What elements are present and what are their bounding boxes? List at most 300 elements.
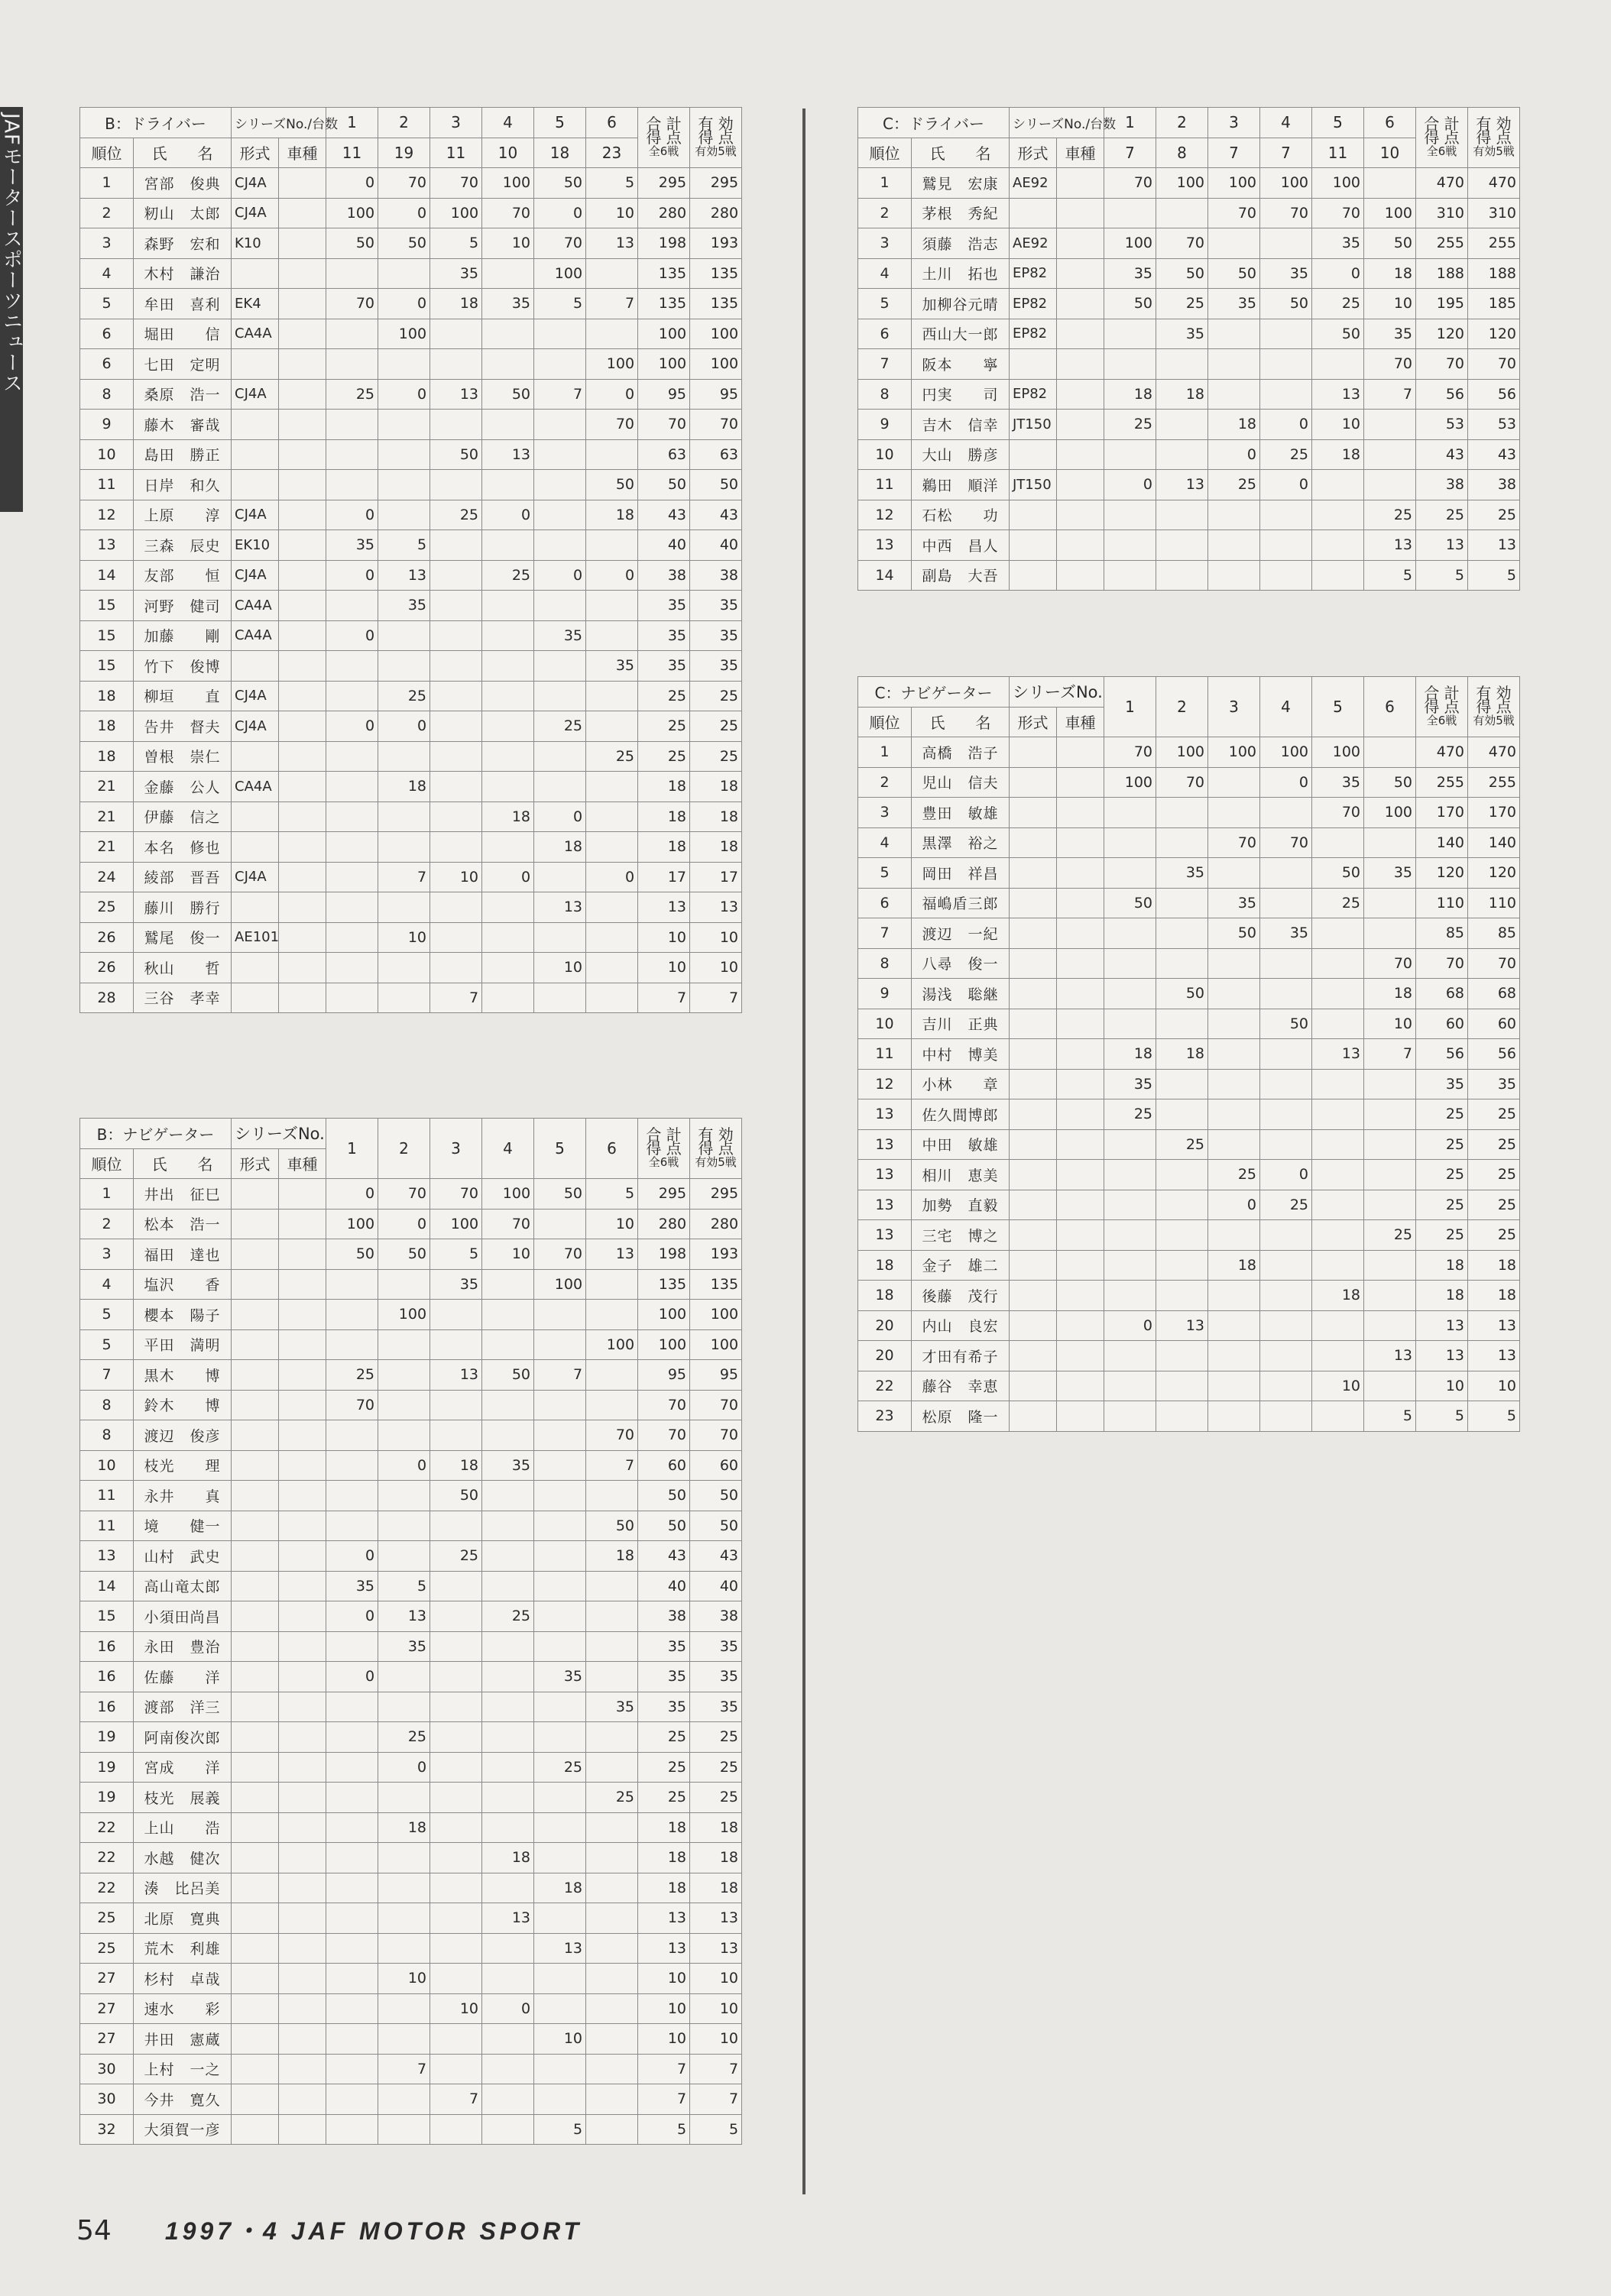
points-cell bbox=[586, 772, 638, 802]
car-cell bbox=[279, 1179, 326, 1210]
total-label-line: 得 点 bbox=[1424, 698, 1460, 716]
car-cell bbox=[279, 1300, 326, 1330]
points-cell: 0 bbox=[1260, 767, 1312, 798]
valid-points-header bbox=[1468, 677, 1520, 737]
total-cell: 40 bbox=[638, 1571, 690, 1601]
points-cell: 100 bbox=[534, 258, 586, 289]
table-row bbox=[80, 772, 742, 802]
car-cell bbox=[279, 2054, 326, 2084]
rank-cell: 22 bbox=[80, 1812, 134, 1843]
rank-cell: 10 bbox=[858, 439, 912, 470]
name-cell: 塩沢 香 bbox=[134, 1269, 232, 1300]
type-cell bbox=[1010, 1190, 1057, 1220]
points-cell: 70 bbox=[326, 289, 378, 319]
points-cell: 100 bbox=[1364, 798, 1416, 828]
rank-cell: 4 bbox=[858, 827, 912, 858]
total-cell: 50 bbox=[638, 1511, 690, 1541]
name-cell: 牟田 喜利 bbox=[134, 289, 232, 319]
points-cell: 18 bbox=[534, 832, 586, 863]
points-cell: 50 bbox=[1312, 858, 1364, 889]
type-cell: CA4A bbox=[232, 319, 279, 349]
rank-cell: 23 bbox=[858, 1401, 912, 1432]
table-row bbox=[858, 289, 1520, 319]
valid-label-line: 有効5戦 bbox=[695, 1155, 737, 1169]
points-cell bbox=[1208, 319, 1260, 349]
points-cell bbox=[1312, 1401, 1364, 1432]
type-cell: CJ4A bbox=[232, 168, 279, 199]
type-cell bbox=[232, 1783, 279, 1813]
type-cell bbox=[232, 1843, 279, 1873]
points-cell bbox=[586, 892, 638, 923]
total-cell: 5 bbox=[638, 2114, 690, 2145]
car-cell bbox=[1057, 1039, 1104, 1070]
points-cell: 5 bbox=[378, 1571, 430, 1601]
points-cell bbox=[482, 1662, 534, 1692]
valid-cell: 70 bbox=[690, 1420, 742, 1451]
round-number: 2 bbox=[1156, 108, 1208, 138]
type-cell bbox=[1010, 737, 1057, 768]
name-cell: 阪本 寧 bbox=[912, 349, 1010, 380]
table-row bbox=[80, 892, 742, 923]
name-cell: 大須賀一彦 bbox=[134, 2114, 232, 2145]
type-cell bbox=[232, 2054, 279, 2084]
points-cell: 35 bbox=[1104, 258, 1156, 289]
points-cell bbox=[326, 319, 378, 349]
points-cell bbox=[1208, 979, 1260, 1009]
rank-cell: 1 bbox=[858, 737, 912, 768]
total-cell: 470 bbox=[1416, 168, 1468, 199]
valid-cell: 43 bbox=[1468, 439, 1520, 470]
valid-cell: 50 bbox=[690, 1511, 742, 1541]
type-cell bbox=[1010, 439, 1057, 470]
name-cell: 吉川 正典 bbox=[912, 1009, 1010, 1039]
points-cell bbox=[326, 1873, 378, 1903]
valid-cell: 170 bbox=[1468, 798, 1520, 828]
rank-cell: 2 bbox=[858, 198, 912, 228]
points-cell: 13 bbox=[534, 892, 586, 923]
points-cell bbox=[482, 2024, 534, 2055]
name-cell: 後藤 茂行 bbox=[912, 1281, 1010, 1311]
total-cell: 43 bbox=[638, 1541, 690, 1572]
table-row bbox=[858, 500, 1520, 530]
type-cell bbox=[1010, 198, 1057, 228]
total-cell: 195 bbox=[1416, 289, 1468, 319]
name-cell: 中村 博美 bbox=[912, 1039, 1010, 1070]
points-cell bbox=[482, 832, 534, 863]
valid-cell: 56 bbox=[1468, 1039, 1520, 1070]
points-cell bbox=[534, 410, 586, 440]
points-cell bbox=[534, 651, 586, 682]
points-cell: 50 bbox=[1104, 888, 1156, 918]
table-row bbox=[80, 1450, 742, 1481]
valid-cell: 100 bbox=[690, 349, 742, 380]
valid-cell: 25 bbox=[690, 681, 742, 711]
car-cell bbox=[1057, 1371, 1104, 1401]
valid-cell: 193 bbox=[690, 1239, 742, 1270]
points-cell bbox=[482, 1541, 534, 1572]
points-cell bbox=[534, 470, 586, 500]
rank-cell: 27 bbox=[80, 2024, 134, 2055]
total-cell: 25 bbox=[1416, 1190, 1468, 1220]
points-cell bbox=[586, 681, 638, 711]
rank-cell: 6 bbox=[858, 888, 912, 918]
table-row bbox=[858, 1009, 1520, 1039]
type-cell bbox=[1010, 530, 1057, 561]
points-cell bbox=[534, 1692, 586, 1722]
points-cell: 35 bbox=[1260, 918, 1312, 949]
points-cell bbox=[430, 1752, 482, 1783]
name-cell: 井田 憲蔵 bbox=[134, 2024, 232, 2055]
table-row bbox=[858, 858, 1520, 889]
valid-cell: 140 bbox=[1468, 827, 1520, 858]
car-cell bbox=[279, 1541, 326, 1572]
points-cell bbox=[482, 953, 534, 983]
points-cell bbox=[534, 1722, 586, 1753]
points-cell bbox=[586, 1752, 638, 1783]
table-row bbox=[858, 198, 1520, 228]
car-cell bbox=[1057, 948, 1104, 979]
valid-cell: 5 bbox=[690, 2114, 742, 2145]
points-cell bbox=[534, 1481, 586, 1511]
points-cell bbox=[1208, 1371, 1260, 1401]
points-cell: 5 bbox=[534, 289, 586, 319]
rank-cell: 27 bbox=[80, 1993, 134, 2024]
points-cell bbox=[430, 1420, 482, 1451]
name-cell: 土川 拓也 bbox=[912, 258, 1010, 289]
car-cell bbox=[279, 228, 326, 259]
table-row bbox=[80, 168, 742, 199]
total-cell: 53 bbox=[1416, 410, 1468, 440]
total-cell: 50 bbox=[638, 470, 690, 500]
total-cell: 38 bbox=[1416, 470, 1468, 500]
rank-cell: 7 bbox=[858, 918, 912, 949]
points-cell: 50 bbox=[326, 228, 378, 259]
points-cell: 10 bbox=[586, 1209, 638, 1239]
type-cell bbox=[232, 651, 279, 682]
table-title: C：ドライバー bbox=[858, 108, 1010, 138]
valid-cell: 470 bbox=[1468, 168, 1520, 199]
car-cell bbox=[1057, 500, 1104, 530]
total-cell: 13 bbox=[1416, 530, 1468, 561]
car-cell bbox=[1057, 1281, 1104, 1311]
points-cell bbox=[1364, 1371, 1416, 1401]
table-row bbox=[858, 1039, 1520, 1070]
points-cell bbox=[378, 439, 430, 470]
type-cell bbox=[232, 1209, 279, 1239]
points-cell bbox=[326, 1420, 378, 1451]
name-cell: 中田 敏雄 bbox=[912, 1129, 1010, 1160]
table-row bbox=[80, 1481, 742, 1511]
car-cell bbox=[279, 500, 326, 530]
valid-cell: 13 bbox=[1468, 1341, 1520, 1371]
points-cell: 0 bbox=[326, 1601, 378, 1632]
points-cell bbox=[586, 1631, 638, 1662]
points-cell bbox=[586, 1873, 638, 1903]
points-cell: 13 bbox=[534, 1933, 586, 1964]
points-cell bbox=[586, 1601, 638, 1632]
name-cell: 告井 督夫 bbox=[134, 711, 232, 742]
car-cell bbox=[1057, 319, 1104, 349]
table-row bbox=[80, 983, 742, 1013]
valid-label-line: 有効5戦 bbox=[1473, 714, 1515, 727]
type-cell bbox=[1010, 1039, 1057, 1070]
points-cell bbox=[430, 1783, 482, 1813]
points-cell: 100 bbox=[1312, 168, 1364, 199]
name-cell: 豊田 敏雄 bbox=[912, 798, 1010, 828]
table-row bbox=[80, 1631, 742, 1662]
table-row bbox=[80, 258, 742, 289]
table-row bbox=[80, 620, 742, 651]
rank-cell: 14 bbox=[80, 560, 134, 591]
points-cell: 13 bbox=[586, 1239, 638, 1270]
name-cell: 宮成 洋 bbox=[134, 1752, 232, 1783]
points-cell: 10 bbox=[482, 228, 534, 259]
valid-cell: 10 bbox=[1468, 1371, 1520, 1401]
name-cell: 上原 淳 bbox=[134, 500, 232, 530]
points-cell bbox=[586, 1481, 638, 1511]
points-cell bbox=[378, 1662, 430, 1692]
valid-cell: 10 bbox=[690, 2024, 742, 2055]
name-cell: 福嶋盾三郎 bbox=[912, 888, 1010, 918]
name-cell: 今井 寛久 bbox=[134, 2084, 232, 2115]
name-cell: 渡辺 一紀 bbox=[912, 918, 1010, 949]
points-cell bbox=[1364, 439, 1416, 470]
points-cell bbox=[482, 410, 534, 440]
car-cell bbox=[279, 741, 326, 772]
points-cell bbox=[1260, 979, 1312, 1009]
points-cell bbox=[1156, 948, 1208, 979]
valid-cell: 25 bbox=[1468, 1160, 1520, 1190]
points-cell bbox=[534, 530, 586, 561]
car-cell bbox=[1057, 530, 1104, 561]
points-cell: 70 bbox=[586, 1420, 638, 1451]
rank-cell: 8 bbox=[80, 379, 134, 410]
total-cell: 255 bbox=[1416, 228, 1468, 259]
points-cell bbox=[1260, 948, 1312, 979]
valid-cell: 50 bbox=[690, 470, 742, 500]
car-cell bbox=[279, 1993, 326, 2024]
type-cell bbox=[1010, 1341, 1057, 1371]
type-cell bbox=[1010, 1371, 1057, 1401]
name-cell: 松本 浩一 bbox=[134, 1209, 232, 1239]
points-cell bbox=[326, 741, 378, 772]
car-cell bbox=[1057, 1129, 1104, 1160]
points-cell: 5 bbox=[586, 168, 638, 199]
type-cell bbox=[232, 1420, 279, 1451]
points-cell: 13 bbox=[1312, 1039, 1364, 1070]
car-cell bbox=[1057, 168, 1104, 199]
points-cell bbox=[378, 1873, 430, 1903]
rank-cell: 11 bbox=[80, 1481, 134, 1511]
points-cell bbox=[534, 741, 586, 772]
points-cell bbox=[1364, 1310, 1416, 1341]
type-cell bbox=[232, 1390, 279, 1420]
name-cell: 境 健一 bbox=[134, 1511, 232, 1541]
points-cell: 70 bbox=[1208, 827, 1260, 858]
points-cell bbox=[1104, 349, 1156, 380]
points-cell: 50 bbox=[1260, 289, 1312, 319]
name-cell: 須藤 浩志 bbox=[912, 228, 1010, 259]
rank-cell: 8 bbox=[858, 948, 912, 979]
points-cell bbox=[586, 983, 638, 1013]
points-cell bbox=[534, 1300, 586, 1330]
table-row bbox=[80, 198, 742, 228]
car-cell bbox=[279, 349, 326, 380]
car-cell bbox=[279, 801, 326, 832]
car-cell bbox=[279, 922, 326, 953]
points-cell bbox=[1364, 1069, 1416, 1099]
total-cell: 13 bbox=[1416, 1341, 1468, 1371]
valid-cell: 35 bbox=[690, 591, 742, 621]
table-row bbox=[80, 2114, 742, 2145]
total-cell: 25 bbox=[1416, 1220, 1468, 1251]
points-cell: 50 bbox=[378, 228, 430, 259]
rank-cell: 5 bbox=[858, 858, 912, 889]
type-cell: AE92 bbox=[1010, 168, 1057, 199]
car-cell bbox=[1057, 410, 1104, 440]
points-cell bbox=[482, 1692, 534, 1722]
points-cell: 13 bbox=[378, 1601, 430, 1632]
car-cell bbox=[1057, 1220, 1104, 1251]
points-cell: 100 bbox=[586, 349, 638, 380]
valid-cell: 95 bbox=[690, 379, 742, 410]
points-cell: 35 bbox=[1260, 258, 1312, 289]
rank-cell: 11 bbox=[858, 1039, 912, 1070]
entry-count: 10 bbox=[482, 138, 534, 168]
name-cell: 日岸 和久 bbox=[134, 470, 232, 500]
type-cell bbox=[232, 1662, 279, 1692]
type-cell bbox=[232, 1873, 279, 1903]
points-cell bbox=[378, 1329, 430, 1360]
table-row bbox=[80, 1843, 742, 1873]
car-cell bbox=[279, 832, 326, 863]
valid-cell: 18 bbox=[690, 1843, 742, 1873]
table-row bbox=[80, 2054, 742, 2084]
points-cell bbox=[1104, 798, 1156, 828]
type-cell bbox=[1010, 827, 1057, 858]
points-cell bbox=[1208, 1310, 1260, 1341]
valid-cell: 13 bbox=[1468, 530, 1520, 561]
name-cell: 本名 修也 bbox=[134, 832, 232, 863]
name-cell: 内山 良宏 bbox=[912, 1310, 1010, 1341]
type-cell bbox=[1010, 1401, 1057, 1432]
points-cell bbox=[586, 2054, 638, 2084]
total-cell: 198 bbox=[638, 1239, 690, 1270]
points-cell bbox=[586, 1571, 638, 1601]
table-title: C：ナビゲーター bbox=[858, 677, 1010, 708]
points-cell bbox=[378, 1933, 430, 1964]
points-cell bbox=[326, 953, 378, 983]
car-cell bbox=[1057, 737, 1104, 768]
rank-cell: 13 bbox=[858, 1160, 912, 1190]
points-cell bbox=[586, 711, 638, 742]
valid-points-header bbox=[1468, 108, 1520, 168]
type-cell bbox=[232, 1993, 279, 2024]
total-cell: 100 bbox=[638, 349, 690, 380]
total-cell: 70 bbox=[1416, 349, 1468, 380]
points-cell bbox=[1312, 948, 1364, 979]
points-cell bbox=[326, 410, 378, 440]
points-cell bbox=[1260, 1099, 1312, 1130]
points-cell bbox=[378, 1843, 430, 1873]
total-cell: 25 bbox=[638, 711, 690, 742]
round-number: 6 bbox=[586, 108, 638, 138]
name-cell: 曽根 崇仁 bbox=[134, 741, 232, 772]
valid-cell: 53 bbox=[1468, 410, 1520, 440]
car-cell bbox=[279, 1692, 326, 1722]
type-cell bbox=[232, 1179, 279, 1210]
points-cell bbox=[1312, 349, 1364, 380]
valid-label-line: 有 効 bbox=[1476, 115, 1512, 133]
total-cell: 25 bbox=[1416, 1099, 1468, 1130]
points-cell: 13 bbox=[430, 379, 482, 410]
valid-label-line: 得 点 bbox=[698, 1139, 734, 1158]
points-cell: 10 bbox=[430, 1993, 482, 2024]
name-cell: 岡田 祥昌 bbox=[912, 858, 1010, 889]
total-label-line: 得 点 bbox=[1424, 128, 1460, 147]
points-cell bbox=[482, 1269, 534, 1300]
points-cell: 25 bbox=[326, 379, 378, 410]
table-row bbox=[80, 1933, 742, 1964]
points-cell bbox=[326, 2054, 378, 2084]
car-cell bbox=[1057, 918, 1104, 949]
points-cell bbox=[586, 1269, 638, 1300]
points-cell bbox=[1208, 1129, 1260, 1160]
points-cell: 70 bbox=[1104, 168, 1156, 199]
round-number: 1 bbox=[1104, 108, 1156, 138]
points-cell bbox=[482, 681, 534, 711]
points-cell: 100 bbox=[1156, 168, 1208, 199]
section-side-tab: JAFモータースポーツニュース bbox=[0, 107, 23, 512]
points-cell: 10 bbox=[378, 1964, 430, 1994]
points-cell: 70 bbox=[482, 198, 534, 228]
points-cell bbox=[534, 2084, 586, 2115]
points-cell: 100 bbox=[1260, 737, 1312, 768]
name-cell: 八尋 俊一 bbox=[912, 948, 1010, 979]
points-cell bbox=[534, 1541, 586, 1572]
car-cell bbox=[1057, 1250, 1104, 1281]
type-cell: K10 bbox=[232, 228, 279, 259]
valid-cell: 120 bbox=[1468, 319, 1520, 349]
series-label: シリーズNo. bbox=[232, 1119, 326, 1149]
points-cell: 50 bbox=[378, 1239, 430, 1270]
points-cell: 35 bbox=[534, 620, 586, 651]
type-cell: CA4A bbox=[232, 620, 279, 651]
points-cell: 10 bbox=[534, 953, 586, 983]
total-cell: 100 bbox=[638, 1329, 690, 1360]
points-cell bbox=[378, 470, 430, 500]
name-cell: 三谷 孝幸 bbox=[134, 983, 232, 1013]
points-cell bbox=[586, 620, 638, 651]
table-row bbox=[858, 439, 1520, 470]
points-cell bbox=[378, 1269, 430, 1300]
points-cell: 25 bbox=[586, 741, 638, 772]
valid-cell: 25 bbox=[690, 1783, 742, 1813]
points-cell bbox=[378, 1360, 430, 1391]
name-cell: 井出 征巳 bbox=[134, 1179, 232, 1210]
points-cell bbox=[534, 1601, 586, 1632]
table-row bbox=[858, 918, 1520, 949]
points-cell bbox=[586, 1812, 638, 1843]
points-cell: 13 bbox=[1364, 1341, 1416, 1371]
points-cell bbox=[1156, 1220, 1208, 1251]
name-cell: 櫻本 陽子 bbox=[134, 1300, 232, 1330]
type-cell: JT150 bbox=[1010, 410, 1057, 440]
points-cell bbox=[534, 1843, 586, 1873]
rank-cell: 13 bbox=[858, 1220, 912, 1251]
total-cell: 7 bbox=[638, 2084, 690, 2115]
points-cell bbox=[482, 1783, 534, 1813]
